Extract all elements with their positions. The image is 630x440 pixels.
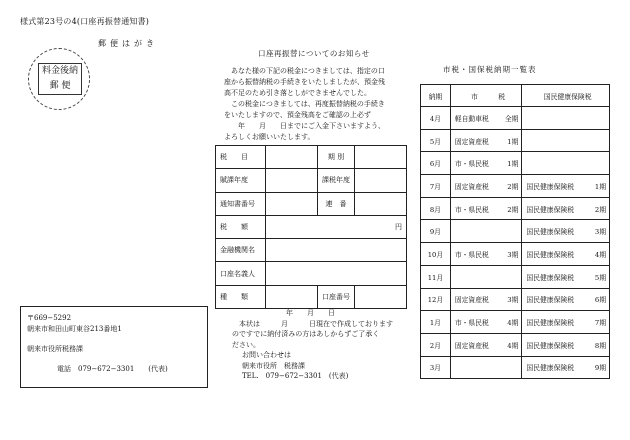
schedule-month: 1月 xyxy=(421,311,451,334)
schedule-month: 5月 xyxy=(421,129,451,152)
serial-label: 連 番 xyxy=(318,192,355,215)
schedule-city-tax xyxy=(450,220,522,243)
schedule-nhi-tax xyxy=(522,243,610,266)
footer-line: のですでに納付済みの方はあしからずご了承く xyxy=(232,330,380,338)
city-tax-name: 固定資産税 xyxy=(454,182,489,191)
schedule-nhi-tax xyxy=(522,288,610,311)
footer-line: 本状は 月 日現在で作成しております xyxy=(232,319,393,328)
notice-line: この税金につきましては、再度振替納税の手続き xyxy=(224,100,385,108)
schedule-city-tax xyxy=(450,175,522,198)
schedule-month: 4月 xyxy=(421,107,451,130)
schedule-month: 2月 xyxy=(421,333,451,356)
schedule-nhi-tax xyxy=(522,175,610,198)
amount-label: 税 額 xyxy=(216,215,266,238)
schedule-header-row xyxy=(421,85,610,107)
nhi-tax-term: 2期 xyxy=(594,205,606,214)
notice-no-value xyxy=(266,192,318,215)
levy-year-value xyxy=(355,169,407,192)
schedule-body xyxy=(421,107,610,379)
schedule-row xyxy=(421,288,610,311)
bank-label: 金融機関名 xyxy=(216,239,266,262)
notice-line: 座から振替納税の手続きをいたしましたが、預金残 xyxy=(224,78,385,86)
nhi-tax-name: 国民健康保険税 xyxy=(526,205,574,214)
schedule-row xyxy=(421,243,610,266)
schedule-title: 市税・国保税納期一覧表 xyxy=(443,65,537,74)
notice-line: よろしくお願いいたします。 xyxy=(224,133,315,141)
account-no-label: 口座番号 xyxy=(318,285,355,308)
contact-tel: TEL. 079−672−3301 (代表) xyxy=(242,372,349,380)
city-tax-name: 固定資産税 xyxy=(454,341,489,350)
notice-no-label: 通知書番号 xyxy=(216,192,266,215)
schedule-row xyxy=(421,333,610,356)
form-row xyxy=(216,146,407,169)
header-nhi-tax: 国民健康保険税 xyxy=(522,85,610,107)
form-row xyxy=(216,285,407,308)
schedule-row xyxy=(421,129,610,152)
schedule-row xyxy=(421,356,610,379)
serial-value xyxy=(355,192,407,215)
schedule-row xyxy=(421,152,610,175)
nhi-tax-name: 国民健康保険税 xyxy=(526,182,574,191)
schedule-nhi-tax xyxy=(522,107,610,130)
schedule-month: 6月 xyxy=(421,152,451,175)
schedule-nhi-tax xyxy=(522,311,610,334)
schedule-row xyxy=(421,311,610,334)
schedule-row xyxy=(421,175,610,198)
nhi-tax-term: 5期 xyxy=(594,273,606,282)
footer-line: ださい。 xyxy=(232,340,260,349)
nhi-tax-name: 国民健康保険税 xyxy=(526,228,574,237)
schedule-month: 12月 xyxy=(421,288,451,311)
schedule-nhi-tax xyxy=(522,197,610,220)
nhi-tax-name: 国民健康保険税 xyxy=(526,364,574,373)
footer-date: 年 月 日 xyxy=(272,309,335,317)
schedule-month: 8月 xyxy=(421,197,451,220)
city-tax-term: 4期 xyxy=(507,341,519,350)
city-tax-name: 市・県民税 xyxy=(454,250,489,259)
account-holder-value xyxy=(266,262,407,285)
tax-item-label: 税 目 xyxy=(216,146,266,169)
form-row xyxy=(216,262,407,285)
account-no-value xyxy=(355,285,407,308)
schedule-city-tax xyxy=(450,265,522,288)
city-tax-term: 1期 xyxy=(507,160,519,169)
type-label: 種 類 xyxy=(216,285,266,308)
schedule-nhi-tax xyxy=(522,152,610,175)
return-address-box xyxy=(20,306,208,388)
bank-value xyxy=(266,239,407,262)
street-address: 朝来市和田山町東谷213番地1 xyxy=(27,325,122,333)
city-tax-term: 2期 xyxy=(507,182,519,191)
schedule-row xyxy=(421,220,610,243)
city-tax-name: 市・県民税 xyxy=(454,205,489,214)
schedule-month: 9月 xyxy=(421,220,451,243)
schedule-nhi-tax xyxy=(522,265,610,288)
tax-year-value xyxy=(266,169,318,192)
stamp-box xyxy=(38,63,82,95)
city-tax-term: 2期 xyxy=(507,205,519,214)
contact-label: お問い合わせは xyxy=(242,351,291,359)
header-city-tax: 市 税 xyxy=(450,85,522,107)
schedule-nhi-tax xyxy=(522,333,610,356)
nhi-tax-name: 国民健康保険税 xyxy=(526,250,574,259)
nhi-tax-name: 国民健康保険税 xyxy=(526,341,574,350)
nhi-tax-term: 3期 xyxy=(594,228,606,237)
schedule-row xyxy=(421,197,610,220)
postage-paid-stamp xyxy=(28,48,90,110)
nhi-tax-name: 国民健康保険税 xyxy=(526,296,574,305)
form-row xyxy=(216,239,407,262)
levy-year-label: 課税年度 xyxy=(318,169,355,192)
schedule-city-tax xyxy=(450,356,522,379)
schedule-row xyxy=(421,107,610,130)
office-tel: 電話 079−672−3301 (代表) xyxy=(57,365,168,373)
notice-line: 高不足のため引き落としができませんでした。 xyxy=(224,89,371,97)
schedule-city-tax xyxy=(450,107,522,130)
schedule-month: 10月 xyxy=(421,243,451,266)
schedule-nhi-tax xyxy=(522,220,610,243)
schedule-city-tax xyxy=(450,197,522,220)
city-tax-term: 全期 xyxy=(504,114,519,123)
form-row xyxy=(216,169,407,192)
schedule-nhi-tax xyxy=(522,129,610,152)
notice-line: 年 月 日までにご入金下さいますよう、 xyxy=(224,122,385,130)
payment-schedule-table xyxy=(420,84,610,379)
nhi-tax-name: 国民健康保険税 xyxy=(526,319,574,328)
city-tax-term: 4期 xyxy=(507,319,519,328)
city-tax-name: 市・県民税 xyxy=(454,160,489,169)
schedule-row xyxy=(421,265,610,288)
yen-unit: 円 xyxy=(395,223,402,232)
notice-line: をいたしますので、預金残高をご確認の上必ず xyxy=(224,111,371,119)
form-row xyxy=(216,192,407,215)
city-tax-term: 3期 xyxy=(507,296,519,305)
header-term: 納期 xyxy=(421,85,451,107)
notice-line: あなた様の下記の税金につきましては、指定の口 xyxy=(224,67,385,75)
type-value xyxy=(266,285,318,308)
tax-year-label: 賦課年度 xyxy=(216,169,266,192)
footer-note xyxy=(232,308,422,382)
city-tax-term: 1期 xyxy=(507,137,519,146)
notice-body xyxy=(224,66,418,143)
office-name: 朝来市役所税務課 xyxy=(27,345,83,353)
amount-value xyxy=(266,215,407,238)
nhi-tax-term: 7期 xyxy=(594,319,606,328)
schedule-city-tax xyxy=(450,243,522,266)
nhi-tax-term: 4期 xyxy=(594,250,606,259)
schedule-city-tax xyxy=(450,129,522,152)
schedule-city-tax xyxy=(450,152,522,175)
postcard-label: 郵便はがき xyxy=(98,39,158,48)
form-row xyxy=(216,215,407,238)
postal-code: 〒669−5292 xyxy=(27,314,72,322)
schedule-month: 7月 xyxy=(421,175,451,198)
schedule-city-tax xyxy=(450,288,522,311)
city-tax-name: 固定資産税 xyxy=(454,296,489,305)
city-tax-name: 固定資産税 xyxy=(454,137,489,146)
schedule-city-tax xyxy=(450,311,522,334)
schedule-nhi-tax xyxy=(522,356,610,379)
nhi-tax-term: 9期 xyxy=(594,364,606,373)
tax-item-value xyxy=(266,146,318,169)
nhi-tax-term: 8期 xyxy=(594,341,606,350)
tax-detail-form xyxy=(215,145,407,309)
notice-title: 口座再振替についてのお知らせ xyxy=(258,49,370,58)
city-tax-name: 軽自動車税 xyxy=(454,114,489,123)
nhi-tax-term: 1期 xyxy=(594,182,606,191)
nhi-tax-term: 6期 xyxy=(594,296,606,305)
schedule-month: 3月 xyxy=(421,356,451,379)
contact-office: 朝来市役所 税務課 xyxy=(242,361,305,370)
period-label: 期 別 xyxy=(318,146,355,169)
city-tax-name: 市・県民税 xyxy=(454,319,489,328)
nhi-tax-name: 国民健康保険税 xyxy=(526,273,574,282)
form-number: 様式第23号の4(口座再振替通知書) xyxy=(20,17,150,26)
city-tax-term: 3期 xyxy=(507,250,519,259)
schedule-month: 11月 xyxy=(421,265,451,288)
stamp-line1: 料金後納 xyxy=(41,66,78,76)
period-value xyxy=(355,146,407,169)
schedule-city-tax xyxy=(450,333,522,356)
account-holder-label: 口座名義人 xyxy=(216,262,266,285)
stamp-line2: 郵 便 xyxy=(49,81,71,91)
